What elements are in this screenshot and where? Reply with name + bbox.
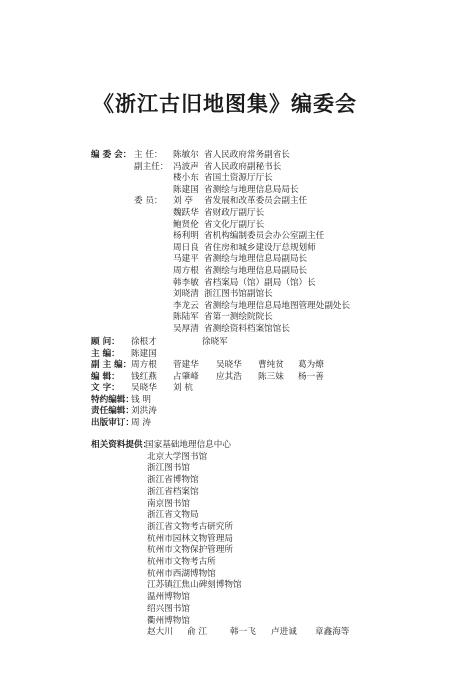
- advisor-name: 徐晓军: [202, 337, 228, 347]
- provider-institution: 浙江省文物考古研究所: [147, 521, 233, 532]
- text-author-name: 吴晓华: [131, 383, 157, 393]
- committee-member-name: 鲍贤伦: [173, 219, 199, 230]
- provider-institution: 浙江省博物馆: [147, 475, 199, 486]
- chief-editor-name: 陈建国: [131, 348, 157, 359]
- committee-member-title: 省测绘与地理信息局副局长: [204, 254, 308, 265]
- advisor-label: 顾 问：: [91, 337, 120, 347]
- provider-individual: 卢进诚: [271, 627, 297, 638]
- advisor-name: 徐根才: [131, 337, 157, 347]
- editor-name: 钱红燕: [131, 371, 157, 382]
- committee-member-name: 刘晓清: [173, 289, 199, 300]
- deputy-editor-name: 吴晓华: [216, 360, 242, 370]
- text-author-name: 刘 杭: [173, 383, 193, 393]
- committee-member-title: 省财政厅副厅长: [204, 208, 265, 218]
- editor-name: 应其浩: [216, 371, 242, 382]
- provider-institution: 衢州博物馆: [147, 615, 190, 626]
- committee-member-name: 魏跃华: [173, 208, 199, 218]
- special-editor-label: 特约编辑：: [91, 394, 134, 405]
- editor-name: 陈三妹: [258, 371, 284, 382]
- provider-institution: 南京图书馆: [147, 498, 190, 509]
- provider-individual: 韩一飞: [230, 627, 256, 638]
- special-editor-name: 钱 明: [131, 394, 151, 405]
- responsible-editor-label: 责任编辑：: [91, 406, 134, 416]
- committee-member-name: 李龙云: [173, 300, 199, 311]
- committee-member-title: 省人民政府常务副省长: [204, 150, 290, 160]
- provider-institution: 杭州市文物保护管理所: [147, 545, 233, 556]
- deputy-editor-label: 副 主 编：: [91, 360, 132, 370]
- provider-institution: 浙江省文物局: [147, 510, 199, 521]
- committee-member-name: 冯波声: [173, 161, 199, 172]
- responsible-editor-name: 刘洪涛: [131, 406, 157, 416]
- publish-reviewer-name: 周 涛: [131, 417, 151, 428]
- committee-member-title: 省发展和改革委员会副主任: [204, 196, 308, 207]
- committee-member-name: 杨利明: [173, 231, 199, 242]
- deputy-editor-name: 曹纯贫: [258, 360, 284, 370]
- committee-member-title: 省档案局（馆）副局（馆）长: [204, 277, 316, 288]
- committee-member-name: 韩李敏: [173, 277, 199, 288]
- vice-director-role: 副主任：: [134, 161, 169, 172]
- provider-individual: 赵大川: [147, 627, 173, 638]
- provider-individual: 俞 江: [187, 627, 207, 638]
- provider-institution: 浙江省档案馆: [147, 486, 199, 497]
- committee-member-title: 省第一测绘院院长: [204, 312, 273, 323]
- committee-member-name: 陈建国: [173, 184, 199, 195]
- editor-label: 编 辑：: [91, 371, 120, 382]
- committee-member-name: 吴厚清: [173, 324, 199, 334]
- deputy-editor-name: 菅建华: [173, 360, 199, 370]
- committee-member-title: 省测绘与地理信息局局长: [204, 184, 299, 195]
- provider-institution: 温州博物馆: [147, 592, 190, 603]
- committee-member-name: 陈陆军: [173, 312, 199, 323]
- director-role: 主 任：: [134, 150, 163, 160]
- committee-member-title: 省测绘与地理信息局地图管理处副处长: [204, 300, 351, 311]
- provider-institution: 杭州市文物考古所: [147, 557, 216, 567]
- providers-label: 相关资料提供：: [91, 440, 152, 450]
- deputy-editor-name: 周方根: [131, 360, 157, 370]
- committee-member-title: 省住房和城乡建设厅总规划师: [204, 242, 316, 253]
- committee-member-title: 省机构编制委员会办公室副主任: [204, 231, 325, 242]
- committee-member-name: 周日良: [173, 242, 199, 253]
- deputy-editor-name: 葛为燎: [298, 360, 324, 370]
- member-role: 委 员：: [134, 196, 163, 207]
- provider-institution: 绍兴图书馆: [147, 603, 190, 614]
- page-title: 《浙江古旧地图集》编委会: [93, 91, 357, 116]
- committee-label: 编 委 会：: [91, 150, 132, 160]
- editor-name: 占肇峰: [173, 371, 199, 382]
- committee-member-name: 陈敏尔: [173, 150, 199, 160]
- provider-institution: 江苏镇江焦山碑刻博物馆: [147, 580, 242, 591]
- committee-member-name: 楼小东: [173, 173, 199, 184]
- committee-member-title: 浙江图书馆副馆长: [204, 289, 273, 300]
- provider-individual: 章鑫海等: [315, 627, 350, 638]
- committee-member-title: 省文化厅副厅长: [204, 219, 265, 230]
- provider-institution: 浙江图书馆: [147, 463, 190, 474]
- provider-institution: 国家基础地理信息中心: [145, 440, 231, 450]
- provider-institution: 北京大学图书馆: [147, 451, 208, 462]
- chief-editor-label: 主 编：: [91, 348, 120, 359]
- committee-member-title: 省人民政府副秘书长: [204, 161, 282, 172]
- committee-member-title: 省测绘资料档案馆馆长: [204, 324, 290, 334]
- committee-member-name: 马建平: [173, 254, 199, 265]
- publish-review-label: 出版审订：: [91, 417, 134, 428]
- committee-member-name: 周方根: [173, 266, 199, 276]
- provider-institution: 杭州市西湖博物馆: [147, 568, 216, 579]
- committee-member-title: 省国土资源厅厅长: [204, 173, 273, 184]
- editor-name: 杨一善: [298, 371, 324, 382]
- committee-member-title: 省测绘与地理信息局副局长: [204, 266, 308, 276]
- committee-member-name: 刘 亭: [173, 196, 193, 207]
- provider-institution: 杭州市园林文物管理局: [147, 533, 233, 544]
- text-label: 文 字：: [91, 383, 120, 393]
